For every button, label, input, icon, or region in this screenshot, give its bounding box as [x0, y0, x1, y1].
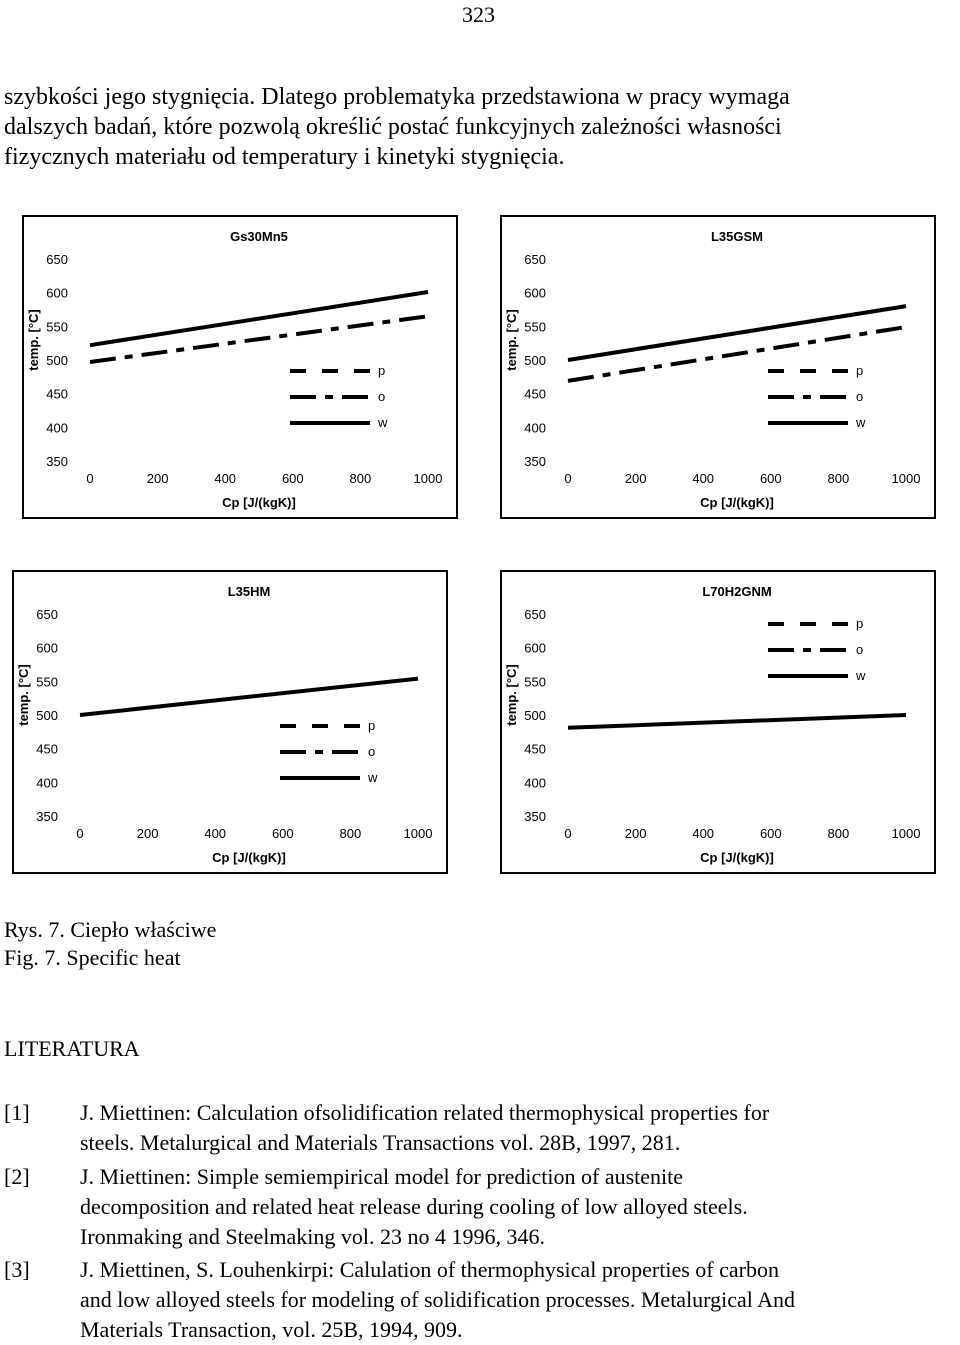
x-tick-label: 0: [76, 826, 84, 841]
chart-l35hm: [12, 570, 448, 874]
chart-title: L35GSM: [710, 229, 764, 244]
y-tick-label: 600: [524, 640, 546, 656]
y-tick-label: 600: [46, 285, 68, 301]
paragraph-line: fizycznych materiału od temperatury i kinetyki stygnięcia.: [4, 144, 565, 170]
reference-number: [2]: [4, 1164, 30, 1189]
x-tick-label: 200: [624, 471, 647, 486]
y-tick-label: 350: [36, 809, 58, 824]
y-axis-label: temp. [°C]: [16, 664, 31, 726]
chart-l35gsm: [500, 215, 936, 519]
x-tick-label: 1000: [891, 471, 921, 486]
reference-line: Ironmaking and Steelmaking vol. 23 no 4 1996, 346.: [80, 1224, 545, 1249]
y-tick-label: 550: [524, 319, 546, 335]
x-tick-label: 1000: [891, 826, 921, 841]
x-axis-label: Cp [J/(kgK)]: [212, 850, 286, 865]
chart-title: Gs30Mn5: [230, 229, 288, 244]
chart-l70h2gnm: [500, 570, 936, 874]
legend-label: p: [856, 363, 864, 378]
x-tick-label: 200: [624, 826, 647, 841]
x-tick-label: 400: [692, 826, 715, 841]
x-tick-label: 800: [349, 471, 372, 486]
y-tick-label: 350: [46, 454, 68, 469]
reference-line: steels. Metalurgical and Materials Transactions vol. 28B, 1997, 281.: [80, 1130, 681, 1155]
y-tick-label: 450: [524, 386, 546, 402]
y-tick-label: 400: [524, 775, 546, 791]
legend-label: p: [856, 616, 864, 631]
y-tick-label: 550: [524, 674, 546, 690]
x-axis-label: Cp [J/(kgK)]: [700, 495, 774, 510]
chart-title: L35HM: [227, 584, 271, 599]
legend-label: p: [368, 718, 376, 733]
y-tick-label: 350: [524, 454, 546, 469]
chart-svg: [24, 217, 456, 517]
x-tick-label: 400: [692, 471, 715, 486]
y-tick-label: 500: [36, 708, 58, 723]
x-tick-label: 1000: [413, 471, 443, 486]
y-tick-label: 650: [524, 252, 546, 267]
paragraph-line: szybkości jego stygnięcia. Dlatego problematyka przedstawiona w pracy wymaga: [4, 84, 790, 110]
reference-item: [4, 1098, 954, 1158]
reference-line: and low alloyed steels for modeling of solidification processes. Metalurgical And: [80, 1287, 796, 1312]
x-tick-label: 800: [827, 471, 850, 486]
x-tick-label: 0: [564, 826, 572, 841]
reference-line: J. Miettinen, S. Louhenkirpi: Calulation of thermophysical properties of carbon: [80, 1257, 779, 1282]
y-tick-label: 450: [524, 741, 546, 757]
reference-item: [4, 1255, 954, 1345]
y-tick-label: 500: [46, 353, 68, 368]
y-tick-label: 650: [46, 252, 68, 267]
series-line-w: [568, 715, 906, 728]
y-tick-label: 450: [46, 386, 68, 402]
y-tick-label: 600: [524, 285, 546, 301]
reference-number: [1]: [4, 1100, 30, 1125]
x-tick-label: 600: [759, 471, 782, 486]
chart-svg: [14, 572, 446, 872]
x-tick-label: 200: [136, 826, 159, 841]
legend-label: w: [856, 415, 866, 430]
reference-line: J. Miettinen: Simple semiempirical model for prediction of austenite: [80, 1164, 684, 1189]
chart-title: L70H2GNM: [702, 584, 772, 599]
x-tick-label: 800: [339, 826, 362, 841]
legend-label: w: [368, 770, 378, 785]
legend-label: o: [378, 389, 386, 404]
x-tick-label: 0: [86, 471, 94, 486]
legend-label: p: [378, 363, 386, 378]
y-tick-label: 400: [36, 775, 58, 791]
figure-caption-pl: Rys. 7. Ciepło właściwe: [4, 917, 217, 942]
reference-line: J. Miettinen: Calculation ofsolidification related thermophysical properties for: [80, 1100, 770, 1125]
series-line-w: [80, 679, 418, 715]
literature-heading: LITERATURA: [4, 1036, 140, 1061]
reference-line: decomposition and related heat release during cooling of low alloyed steels.: [80, 1194, 748, 1219]
paragraph-line: dalszych badań, które pozwolą określić postać funkcyjnych zależności własności: [4, 114, 782, 140]
reference-line: Materials Transaction, vol. 25B, 1994, 909.: [80, 1317, 463, 1342]
x-tick-label: 600: [759, 826, 782, 841]
y-tick-label: 400: [524, 420, 546, 436]
chart-gs30mn5: [22, 215, 458, 519]
reference-number: [3]: [4, 1257, 30, 1282]
x-tick-label: 0: [564, 471, 572, 486]
y-tick-label: 500: [524, 708, 546, 723]
y-tick-label: 350: [524, 809, 546, 824]
x-axis-label: Cp [J/(kgK)]: [700, 850, 774, 865]
x-tick-label: 200: [146, 471, 169, 486]
chart-svg: [502, 572, 934, 872]
intro-paragraph: [4, 82, 954, 172]
legend-label: o: [856, 642, 864, 657]
y-tick-label: 550: [46, 319, 68, 335]
y-tick-label: 650: [36, 607, 58, 622]
chart-svg: [502, 217, 934, 517]
x-tick-label: 800: [827, 826, 850, 841]
legend-label: o: [368, 744, 376, 759]
x-tick-label: 400: [214, 471, 237, 486]
reference-item: [4, 1162, 954, 1252]
y-tick-label: 450: [36, 741, 58, 757]
legend-label: o: [856, 389, 864, 404]
y-tick-label: 550: [36, 674, 58, 690]
x-tick-label: 600: [271, 826, 294, 841]
y-tick-label: 650: [524, 607, 546, 622]
x-tick-label: 400: [204, 826, 227, 841]
y-axis-label: temp. [°C]: [504, 664, 519, 726]
x-tick-label: 600: [281, 471, 304, 486]
y-axis-label: temp. [°C]: [26, 309, 41, 371]
x-axis-label: Cp [J/(kgK)]: [222, 495, 296, 510]
legend-label: w: [378, 415, 388, 430]
y-tick-label: 600: [36, 640, 58, 656]
legend-label: w: [856, 668, 866, 683]
figure-caption-en: Fig. 7. Specific heat: [4, 945, 181, 970]
page-number: 323: [462, 2, 495, 27]
x-tick-label: 1000: [403, 826, 433, 841]
y-axis-label: temp. [°C]: [504, 309, 519, 371]
y-tick-label: 400: [46, 420, 68, 436]
y-tick-label: 500: [524, 353, 546, 368]
